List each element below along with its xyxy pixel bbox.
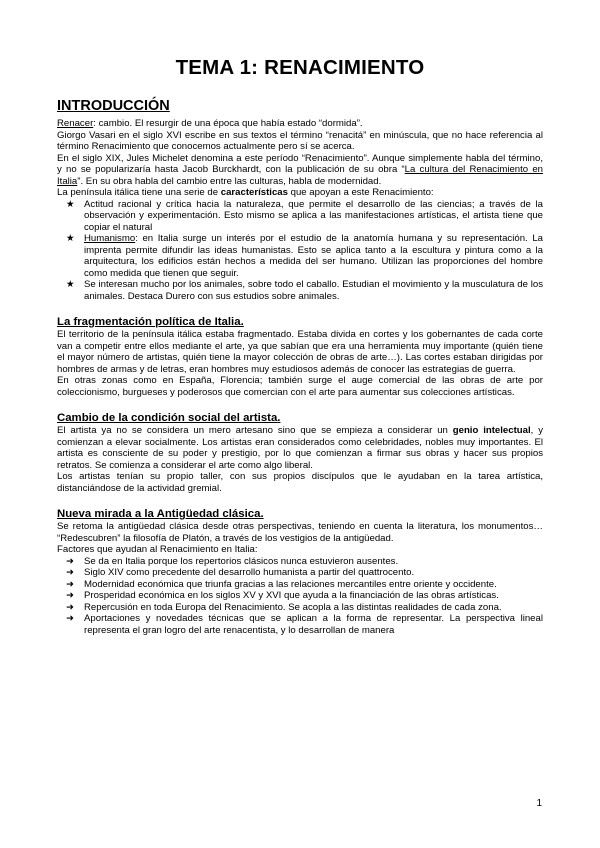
- arrow-bullet-icon: ➜: [66, 555, 75, 567]
- page-number: 1: [536, 798, 542, 809]
- frag-paragraph-2: En otras zonas como en España, Florencia; también surge el auge comercial de las obras de arte por coleccionismo, burgueses y poderosos que comercian con el arte para aumentar sus colecciones artísticas.: [57, 375, 543, 398]
- arrow-bullet-icon: ➜: [66, 601, 75, 613]
- list-item: ★ Humanismo: en Italia surge un interés por el estudio de la anatomía humana y su representación. La imprenta permite difundir las ideas humanistas. Esto se aplica tanto a la escultura y pintura como a la arquitectura, los edificios están hechos a medida del ser humano. Utilizan las proporciones del hombre como medida que tienen que seguir.: [66, 233, 543, 279]
- nueva-paragraph-2: Factores que ayudan al Renacimiento en Italia:: [57, 544, 258, 555]
- arrow-bullet-icon: ➜: [66, 578, 75, 590]
- list-item: ★ Actitud racional y crítica hacia la naturaleza, que permite el desarrollo de las ciencias; a través de la observación y experimentación. Esto mismo se aplica a las manifestaciones artísticas, el artista tiene que copiar el natural: [66, 198, 543, 233]
- list-item: ★ Se interesan mucho por los animales, sobre todo el caballo. Estudian el movimiento y la musculatura de los animales. Destaca Durero con sus estudios sobre animales.: [66, 279, 543, 302]
- section-heading-nueva-mirada: Nueva mirada a la Antigüedad clásica.: [57, 508, 264, 520]
- intro-paragraph-1: Renacer: cambio. El resurgir de una época que había estado “dormida”.: [57, 118, 363, 129]
- book-title: La cultura del Renacimiento en Italia: [57, 164, 543, 187]
- page-content: [57, 56, 543, 636]
- section-heading-fragmentacion: La fragmentación política de Italia.: [57, 316, 244, 328]
- intro-paragraph-2: Giorgo Vasari en el siglo XVI escribe en sus textos el término “renacitá” en minúscula, que no hace referencia al término Renacimiento que conocemos actualmente pero sí se acerca.: [57, 129, 543, 152]
- arrow-bullet-icon: ➜: [66, 590, 75, 601]
- cambio-paragraph-1: El artista ya no se considera un mero artesano sino que se empieza a considerar un genio intelectual, y comienzan a elevar socialmente. Los artistas eran considerados como celebridades, nobles muy importantes. El artista es consciente de su poder y prestigio, por lo que comienzan a firmar sus obras y hacer sus propios retratos. Se comienza a considerar el arte como algo liberal.: [57, 425, 543, 471]
- section-heading-cambio: Cambio de la condición social del artista.: [57, 412, 281, 424]
- star-bullet-icon: ★: [66, 279, 75, 290]
- section-heading-introduccion: INTRODUCCIÓN: [57, 98, 170, 114]
- factors-list: [57, 556, 543, 637]
- renacer-word: Renacer: [57, 118, 94, 129]
- list-item: ➜ Se da en Italia porque los repertorios clásicos nunca estuvieron ausentes.: [66, 555, 399, 567]
- cambio-paragraph-2: Los artistas tenían su propio taller, con sus propios discípulos que le ayudaban en la tarea artística, distanciándose de la actividad gremial.: [57, 471, 543, 494]
- characteristics-list: [57, 199, 543, 303]
- frag-paragraph-1: El territorio de la península itálica estaba fragmentado. Estaba divida en cortes y los gobernantes de cada corte van a competir entre ellos mediante el arte, ya que sabían que era una herramienta muy importante (quién tiene el mayor número de artistas, quién tiene la mayor colección de obras de arte…). Las cortes estaban dirigidas por hombres de armas y de letras, eran hombres muy estudiosos además de conocer las estrategias de guerra.: [57, 329, 543, 375]
- page-title: TEMA 1: RENACIMIENTO: [175, 56, 425, 79]
- intro-paragraph-4: La península itálica tiene una serie de características que apoyan a este Renacimiento:: [57, 187, 434, 198]
- star-bullet-icon: ★: [66, 198, 75, 210]
- arrow-bullet-icon: ➜: [66, 567, 75, 578]
- list-item: ➜ Siglo XIV como precedente del desarrollo humanista a partir del quattrocento.: [66, 567, 415, 578]
- star-bullet-icon: ★: [66, 233, 75, 244]
- arrow-bullet-icon: ➜: [66, 613, 75, 624]
- list-item: ➜ Prosperidad económica en los siglos XV y XVI que ayuda a la financiación de las obras artísticas.: [66, 590, 499, 601]
- list-item: ➜ Aportaciones y novedades técnicas que se aplican a la forma de representar. La perspectiva lineal representa el gran logro del arte renacentista, y lo desarrollan de manera: [66, 613, 543, 636]
- humanismo-word: Humanismo: [84, 233, 136, 244]
- list-item: ➜ Repercusión en toda Europa del Renacimiento. Se acopla a las distintas realidades de cada zona.: [66, 601, 502, 613]
- intro-paragraph-3: En el siglo XIX, Jules Michelet denomina a este período “Renacimiento”. Aunque simplemente habla del término, y no se popularizaría hasta Jacob Burckhardt, con la publicación de su obra “La cultura del Renacimiento en Italia”. En su obra habla del cambio entre las culturas, habla de modernidad.: [57, 152, 543, 187]
- nueva-paragraph-1: Se retoma la antigüedad clásica desde otras perspectivas, teniendo en cuenta la literatura, los monumentos… “Redescubren” la filosofía de Platón, a través de los vestigios de la antigüedad.: [57, 521, 543, 544]
- list-item: ➜ Modernidad económica que triunfa gracias a las relaciones mercantiles entre oriente y occidente.: [66, 578, 497, 590]
